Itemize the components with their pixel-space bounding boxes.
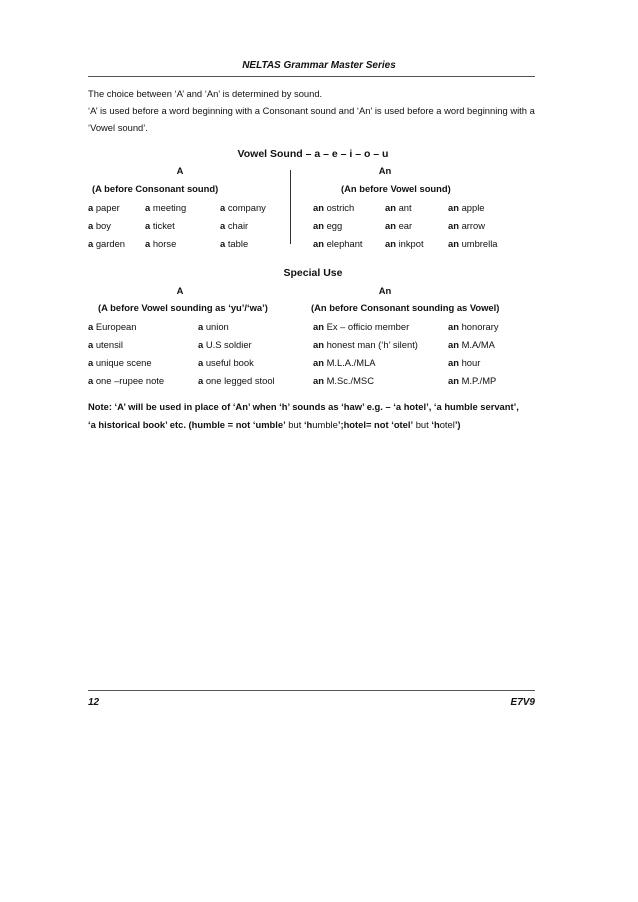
list-item: an inkpot: [385, 238, 424, 249]
vowel-right-heading: An: [378, 165, 392, 176]
vowel-left-heading: A: [176, 165, 184, 176]
note-line-1: Note: ‘A’ will be used in place of ‘An’ when ‘h’ sounds as ‘haw’ e.g. – ‘a hotel’, ‘a humble servant’,: [88, 401, 519, 412]
list-item: an ear: [385, 220, 413, 231]
vowel-column-divider: [290, 170, 291, 244]
list-item: a horse: [145, 238, 177, 249]
list-item: an M.L.A./MLA: [313, 357, 376, 368]
list-item: a paper: [88, 202, 120, 213]
intro-line-1: The choice between ‘A’ and ‘An’ is determined by sound.: [88, 88, 323, 99]
list-item: an apple: [448, 202, 485, 213]
list-item: a utensil: [88, 339, 123, 350]
special-right-heading: An: [378, 285, 392, 296]
list-item: an M.Sc./MSC: [313, 375, 374, 386]
special-left-heading: A: [176, 285, 184, 296]
special-section-title: Special Use: [283, 267, 343, 279]
list-item: an egg: [313, 220, 343, 231]
list-item: an ostrich: [313, 202, 355, 213]
list-item: a U.S soldier: [198, 339, 252, 350]
list-item: an M.A/MA: [448, 339, 495, 350]
list-item: a European: [88, 321, 137, 332]
special-right-subheading: (An before Consonant sounding as Vowel): [311, 302, 500, 313]
list-item: an elephant: [313, 238, 363, 249]
list-item: an ant: [385, 202, 412, 213]
note-line-2: ‘a historical book’ etc. (humble = not ‘umble’ but ‘humble’;hotel= not ‘otel’ but ‘hotel’): [88, 419, 461, 430]
header-rule: [88, 76, 535, 77]
page-number: 12: [88, 697, 100, 708]
list-item: a boy: [88, 220, 111, 231]
list-item: a one legged stool: [198, 375, 275, 386]
intro-line-2: ‘A’ is used before a word beginning with a Consonant sound and ‘An’ is used before a word beginning with a ‘Vowel sound’.: [88, 105, 535, 133]
list-item: a chair: [220, 220, 249, 231]
list-item: a useful book: [198, 357, 254, 368]
list-item: a meeting: [145, 202, 187, 213]
list-item: a one –rupee note: [88, 375, 165, 386]
list-item: a ticket: [145, 220, 175, 231]
list-item: a table: [220, 238, 249, 249]
list-item: an Ex – officio member: [313, 321, 410, 332]
list-item: an arrow: [448, 220, 486, 231]
list-item: a company: [220, 202, 266, 213]
footer-rule: [88, 690, 535, 691]
list-item: an hour: [448, 357, 481, 368]
special-left-subheading: (A before Vowel sounding as ‘yu’/‘wa’): [98, 302, 268, 313]
document-code: E7V9: [510, 697, 535, 708]
list-item: an M.P./MP: [448, 375, 497, 386]
list-item: an honest man (‘h’ silent): [313, 339, 418, 350]
series-title: NELTAS Grammar Master Series: [242, 60, 396, 71]
vowel-left-subheading: (A before Consonant sound): [92, 183, 219, 194]
vowel-section-title: Vowel Sound – a – e – i – o – u: [237, 148, 389, 160]
list-item: a unique scene: [88, 357, 152, 368]
vowel-right-subheading: (An before Vowel sound): [341, 183, 451, 194]
list-item: a garden: [88, 238, 126, 249]
list-item: an umbrella: [448, 238, 498, 249]
list-item: a union: [198, 321, 229, 332]
list-item: an honorary: [448, 321, 499, 332]
